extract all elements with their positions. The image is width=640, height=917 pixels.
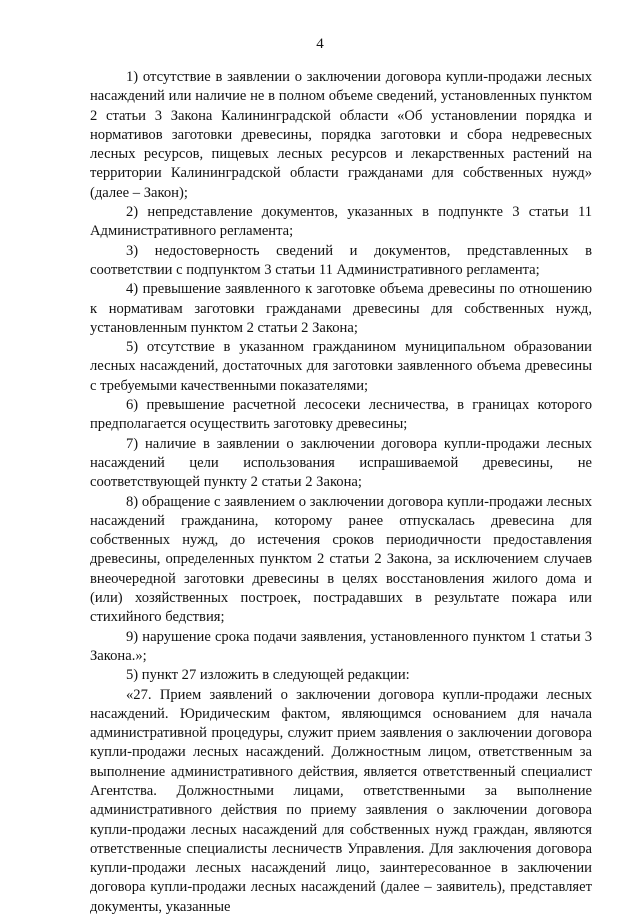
- document-body: [90, 68, 592, 917]
- clause-27-text: «27. Прием заявлений о заключении договора купли-продажи лесных насаждений. Юридическим фактом, являющимся основанием для начала административной процедуры, служит прием заявления о заключении договора купли-продажи лесных насаждений. Должностным лицом, ответственным за выполнение административного действия, является ответственный специалист Агентства. Должностными лицами, ответственными за выполнение административного действия по приему заявления о заключении договора купли-продажи лесных насаждений для собственных нужд граждан, являются ответственные специалисты лесничеств Управления. Для заключения договора купли-продажи лесных насаждений лицо, заинтересованное в заключении договора купли-продажи лесных насаждений (далее – заявитель), представляет документы, указанные: [90, 686, 592, 917]
- paragraph-item-2: 2) непредставление документов, указанных в подпункте 3 статьи 11 Административного регламента;: [90, 203, 592, 242]
- paragraph-item-3: 3) недостоверность сведений и документов, представленных в соответствии с подпунктом 3 статьи 11 Административного регламента;: [90, 242, 592, 281]
- paragraph-item-5: 5) отсутствие в указанном гражданином муниципальном образовании лесных насаждений, достаточных для заготовки заявленного объема древесины с требуемыми качественными показателями;: [90, 338, 592, 396]
- paragraph-item-8: 8) обращение с заявлением о заключении договора купли-продажи лесных насаждений гражданина, которому ранее отпускалась древесина для собственных нужд, до истечения сроков периодичности предоставления древесины, определенных пунктом 2 статьи 2 Закона, за исключением случаев внеочередной заготовки древесины в целях восстановления жилого дома и (или) хозяйственных построек, пострадавших в результате пожара или стихийного бедствия;: [90, 493, 592, 628]
- page-number: 4: [0, 36, 640, 53]
- amendment-point-5: 5) пункт 27 изложить в следующей редакции:: [90, 666, 592, 685]
- paragraph-item-4: 4) превышение заявленного к заготовке объема древесины по отношению к нормативам заготовки гражданами древесины для собственных нужд, установленным пунктом 2 статьи 2 Закона;: [90, 280, 592, 338]
- paragraph-item-1: 1) отсутствие в заявлении о заключении договора купли-продажи лесных насаждений или наличие не в полном объеме сведений, установленных пунктом 2 статьи 3 Закона Калининградской области «Об установлении порядка и нормативов заготовки древесины, порядка заготовки и сбора недревесных лесных ресурсов, пищевых лесных ресурсов и лекарственных растений на территории Калининградской области гражданами для собственных нужд» (далее – Закон);: [90, 68, 592, 203]
- paragraph-item-9: 9) нарушение срока подачи заявления, установленного пунктом 1 статьи 3 Закона.»;: [90, 628, 592, 667]
- paragraph-item-6: 6) превышение расчетной лесосеки лесничества, в границах которого предполагается осуществить заготовку древесины;: [90, 396, 592, 435]
- paragraph-item-7: 7) наличие в заявлении о заключении договора купли-продажи лесных насаждений цели использования испрашиваемой древесины, не соответствующей пункту 2 статьи 2 Закона;: [90, 435, 592, 493]
